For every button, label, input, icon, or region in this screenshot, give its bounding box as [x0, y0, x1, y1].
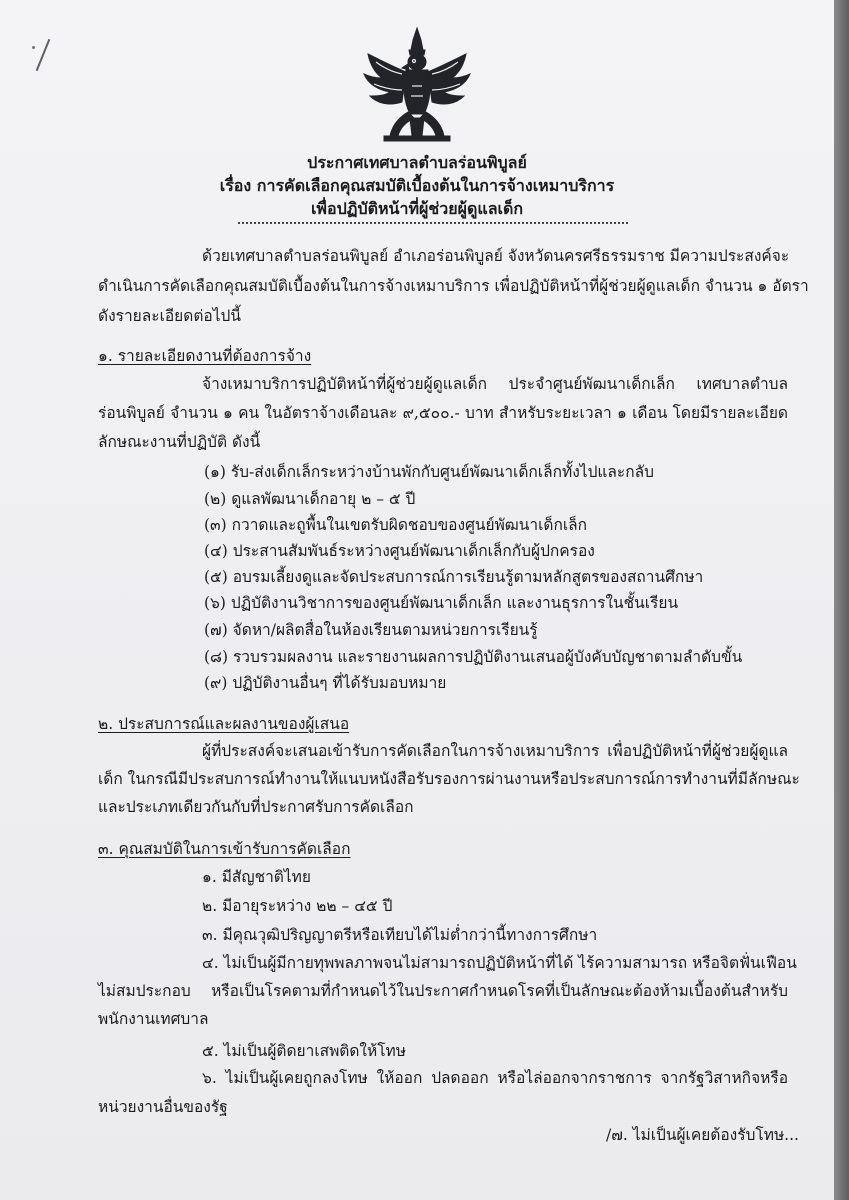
duty-item: (๒) ดูแลพัฒนาเด็กอายุ ๒ – ๕ ปี — [204, 490, 416, 508]
background-edge — [834, 0, 849, 1200]
continuation-note: /๗. ไม่เป็นผู้เคยต้องรับโทษ... — [606, 1126, 799, 1144]
qualification-item-4-line-1: ๔. ไม่เป็นผู้มีกายทุพพลภาพจนไม่สามารถปฏิบัติหน้าที่ได้ ไร้ความสามารถ หรือจิตฟั่นเฟือน — [202, 954, 797, 972]
intro-line-1: ด้วยเทศบาลตำบลร่อนพิบูลย์ อำเภอร่อนพิบูลย์ จังหวัดนครศรีธรรมราช มีความประสงค์จะ — [202, 247, 790, 265]
garuda-emblem-icon — [362, 26, 472, 144]
announcement-subject-line2: เพื่อปฏิบัติหน้าที่ผู้ช่วยผู้ดูแลเด็ก — [310, 199, 524, 218]
qualification-item-6-line-1: ๖. ไม่เป็นผู้เคยถูกลงโทษ ให้ออก ปลดออก หรือไล่ออกจากราชการ จากรัฐวิสาหกิจหรือ — [202, 1069, 788, 1087]
duty-item: (๖) ปฏิบัติงานวิชาการของศูนย์พัฒนาเด็กเล็ก และงานธุรการในชั้นเรียน — [204, 594, 679, 612]
section-3-heading: ๓. คุณสมบัติในการเข้ารับการคัดเลือก — [98, 840, 351, 858]
announcement-subject: เรื่อง การคัดเลือกคุณสมบัติเบื้องต้นในการจ้างเหมาบริการ — [219, 176, 615, 195]
section-2-heading: ๒. ประสบการณ์และผลงานของผู้เสนอ — [98, 715, 350, 733]
intro-line-3: ดังรายละเอียดต่อไปนี้ — [98, 307, 241, 325]
section-2-para-line-2: เด็ก ในกรณีมีประสบการณ์ทำงานให้แนบหนังสือรับรองการผ่านงานหรือประสบการณ์การทำงานที่มีลักษณะ — [98, 770, 800, 788]
dotted-divider — [238, 222, 628, 224]
qualification-item: ๓. มีคุณวุฒิปริญญาตรีหรือเทียบได้ไม่ต่ำกว่านี้ทางการศึกษา — [202, 926, 598, 944]
qualification-item-6-line-2: หน่วยงานอื่นของรัฐ — [98, 1098, 228, 1116]
qualification-item: ๕. ไม่เป็นผู้ติดยาเสพติดให้โทษ — [202, 1042, 406, 1060]
section-1-para-line-2: ร่อนพิบูลย์ จำนวน ๑ คน ในอัตราจ้างเดือนละ ๙,๕๐๐.- บาท สำหรับระยะเวลา ๑ เดือน โดยมีรายละเอียด — [98, 404, 788, 422]
section-2-para-line-1: ผู้ที่ประสงค์จะเสนอเข้ารับการคัดเลือกในการจ้างเหมาบริการ เพื่อปฏิบัติหน้าที่ผู้ช่วยผู้ดูแล — [202, 742, 788, 760]
duty-item: (๙) ปฏิบัติงานอื่นๆ ที่ได้รับมอบหมาย — [204, 674, 447, 692]
duty-item: (๑) รับ-ส่งเด็กเล็กระหว่างบ้านพักกับศูนย์พัฒนาเด็กเล็กทั้งไปและกลับ — [204, 463, 654, 481]
qualification-item: ๑. มีสัญชาติไทย — [202, 868, 311, 886]
qualification-item: ๒. มีอายุระหว่าง ๒๒ – ๔๕ ปี — [202, 897, 393, 915]
section-2-para-line-3: และประเภทเดียวกันกับที่ประกาศรับการคัดเลือก — [98, 798, 414, 816]
duty-item: (๔) ประสานสัมพันธ์ระหว่างศูนย์พัฒนาเด็กเล็กกับผู้ปกครอง — [204, 542, 595, 560]
qualification-item-4-line-2: ไม่สมประกอบ หรือเป็นโรคตามที่กำหนดไว้ในประกาศกำหนดโรคที่เป็นลักษณะต้องห้ามเบื้องต้นสำหรับ — [98, 982, 788, 1000]
duty-item: (๓) กวาดและถูพื้นในเขตรับผิดชอบของศูนย์พัฒนาเด็กเล็ก — [204, 516, 588, 534]
duty-item: (๘) รวบรวมผลงาน และรายงานผลการปฏิบัติงานเสนอผู้บังคับบัญชาตามลำดับขั้น — [204, 648, 743, 666]
pen-mark — [36, 39, 51, 71]
qualification-item-4-line-3: พนักงานเทศบาล — [98, 1010, 209, 1028]
pen-dot — [32, 46, 35, 49]
section-1-heading: ๑. รายละเอียดงานที่ต้องการจ้าง — [98, 347, 312, 365]
announcement-title: ประกาศเทศบาลตำบลร่อนพิบูลย์ — [307, 153, 527, 172]
duty-item: (๗) จัดหา/ผลิตสื่อในห้องเรียนตามหน่วยการเรียนรู้ — [204, 621, 538, 639]
section-1-para-line-1: จ้างเหมาบริการปฏิบัติหน้าที่ผู้ช่วยผู้ดูแลเด็ก ประจำศูนย์พัฒนาเด็กเล็ก เทศบาลตำบล — [202, 375, 788, 393]
intro-line-2: ดำเนินการคัดเลือกคุณสมบัติเบื้องต้นในการจ้างเหมาบริการ เพื่อปฏิบัติหน้าที่ผู้ช่วยผู้ดูแลเด็ก จำนวน ๑ อัตรา — [98, 277, 809, 295]
duty-item: (๕) อบรมเลี้ยงดูและจัดประสบการณ์การเรียนรู้ตามหลักสูตรของสถานศึกษา — [204, 568, 704, 586]
section-1-para-line-3: ลักษณะงานที่ปฏิบัติ ดังนี้ — [98, 433, 261, 451]
